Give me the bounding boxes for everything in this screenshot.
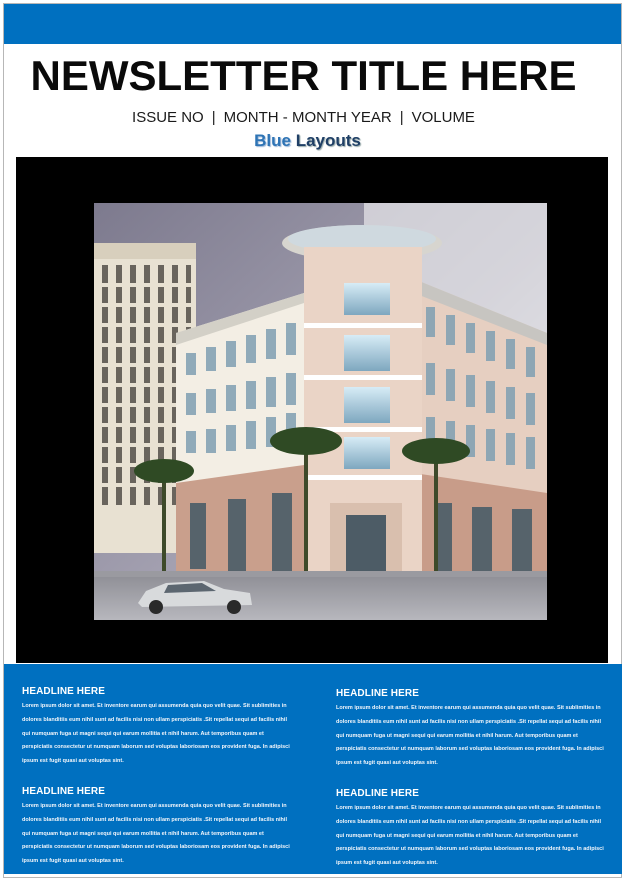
article-body: Lorem ipsum dolor sit amet. Et inventore earum qui assumenda quia quo velit quae. Sit sublimities in dolores blanditiis eum nihil sunt ad facilis nisi non ullam perspiciatis .Sit repellat sequi ad facilis nihil qui numquam fuga ut magni sequi qui earum mollitia et nihil harum. Aut temporibus quam et perspiciatis consectetur ut numquam laborum sed voluptas laboriosam eos provident fuga. In adipisci ipsum est fugit quasi aut voluptas sint. [336, 705, 604, 767]
article-top-left [22, 686, 292, 769]
article-headline: HEADLINE HERE [22, 686, 105, 697]
issue-volume: VOLUME [411, 109, 475, 126]
article-bottom-left [22, 786, 292, 869]
article-body: Lorem ipsum dolor sit amet. Et inventore earum qui assumenda quia quo velit quae. Sit sublimities in dolores blanditiis eum nihil sunt ad facilis nisi non ullam perspiciatis .Sit repellat sequi ad facilis nihil qui numquam fuga ut magni sequi qui earum mollitia et nihil harum. Aut temporibus quam et perspiciatis consectetur ut numquam laborum sed voluptas laboriosam eos provident fuga. In adipisci ipsum est fugit quasi aut voluptas sint. [22, 703, 290, 765]
brand-word-layouts: Layouts [295, 131, 361, 150]
article-top-right [336, 688, 606, 771]
article-headline: HEADLINE HERE [336, 788, 419, 799]
building-photo [94, 203, 547, 620]
issue-line [0, 109, 607, 126]
top-accent-bar [4, 4, 621, 44]
article-headline: HEADLINE HERE [336, 688, 419, 699]
issue-date: MONTH - MONTH YEAR [223, 109, 392, 126]
newsletter-title: NEWSLETTER TITLE HERE [30, 52, 577, 99]
brand-logo [0, 131, 615, 151]
brand-word-blue: Blue [254, 131, 291, 150]
separator: | [211, 109, 216, 126]
article-bottom-right [336, 788, 606, 871]
issue-number: ISSUE NO [132, 109, 204, 126]
separator: | [399, 109, 404, 126]
article-body: Lorem ipsum dolor sit amet. Et inventore earum qui assumenda quia quo velit quae. Sit sublimities in dolores blanditiis eum nihil sunt ad facilis nisi non ullam perspiciatis .Sit repellat sequi ad facilis nihil qui numquam fuga ut magni sequi qui earum mollitia et nihil harum. Aut temporibus quam et perspiciatis consectetur ut numquam laborum sed voluptas laboriosam eos provident fuga. In adipisci ipsum est fugit quasi aut voluptas sint. [336, 805, 604, 867]
article-headline: HEADLINE HERE [22, 786, 105, 797]
article-body: Lorem ipsum dolor sit amet. Et inventore earum qui assumenda quia quo velit quae. Sit sublimities in dolores blanditiis eum nihil sunt ad facilis nisi non ullam perspiciatis .Sit repellat sequi ad facilis nihil qui numquam fuga ut magni sequi qui earum mollitia et nihil harum. Aut temporibus quam et perspiciatis consectetur ut numquam laborum sed voluptas laboriosam eos provident fuga. In adipisci ipsum est fugit quasi aut voluptas sint. [22, 803, 290, 865]
